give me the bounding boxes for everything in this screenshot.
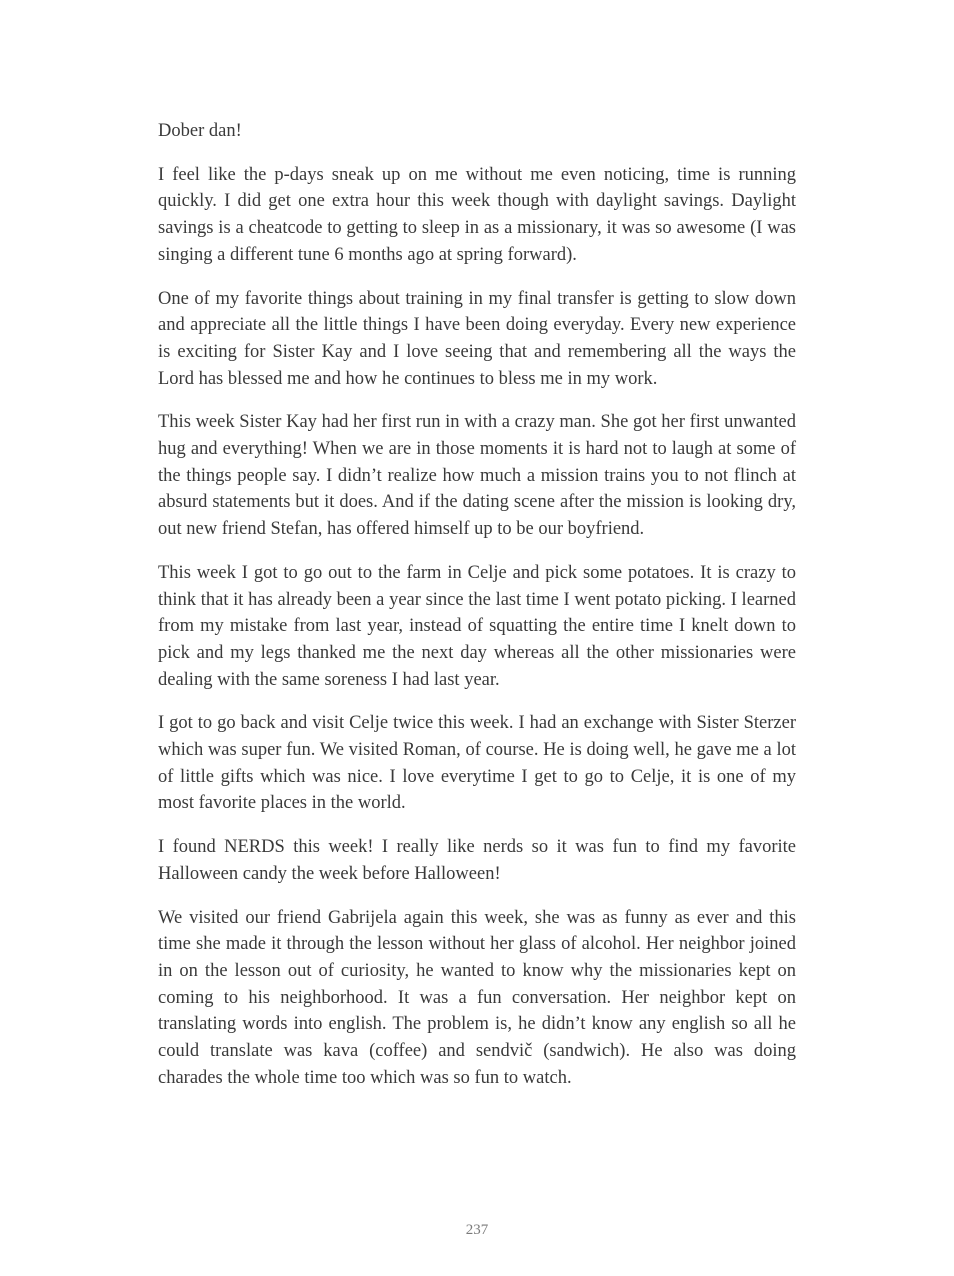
page-number: 237 (465, 1222, 489, 1238)
paragraph-2: One of my favorite things about training in my final transfer is getting to slow down and appreciate all the little things I have been doing everyday. Every new experience is exciting for Sister Kay and I love seeing that and remembering all the ways the Lord has blessed me and how he continues to bless me in my work. (158, 288, 796, 389)
paragraph-5: I got to go back and visit Celje twice this week. I had an exchange with Sister Sterzer which was super fun. We visited Roman, of course. He is doing well, he gave me a lot of little gifts which was nice. I love everytime I get to go to Celje, it is one of my most favorite places in the world. (158, 713, 796, 814)
body-text (158, 118, 796, 1109)
paragraph-7: We visited our friend Gabrijela again this week, she was as funny as ever and this time she made it through the lesson without her glass of alcohol. Her neighbor joined in on the lesson out of curiosity, he wanted to know why the missionaries kept on coming to his neighborhood. It was a fun conversation. Her neighbor kept on translating words into english. The problem is, he didn’t know any english so all he could translate was kava (coffee) and sendvič (sandwich). He also was doing charades the whole time too which was so fun to watch. (158, 907, 796, 1088)
paragraph-1: I feel like the p-days sneak up on me without me even noticing, time is running quickly. I did get one extra hour this week though with daylight savings. Daylight savings is a cheatcode to getting to sleep in as a missionary, it was so awesome (I was singing a different tune 6 months ago at spring forward). (158, 164, 796, 265)
paragraph-3: This week Sister Kay had her first run in with a crazy man. She got her first unwanted hug and everything! When we are in those moments it is hard not to laugh at some of the things people say. I didn’t realize how much a mission trains you to not flinch at absurd statements but it does. And if the dating scene after the mission is looking dry, out new friend Stefan, has offered himself up to be our boyfriend. (158, 412, 796, 540)
paragraph-6: I found NERDS this week! I really like nerds so it was fun to find my favorite Halloween candy the week before Halloween! (158, 837, 796, 884)
greeting: Dober dan! (158, 121, 242, 141)
paragraph-4: This week I got to go out to the farm in Celje and pick some potatoes. It is crazy to think that it has already been a year since the last time I went potato picking. I learned from my mistake from last year, instead of squatting the entire time I knelt down to pick and my legs thanked me the next day whereas all the other missionaries were dealing with the same soreness I had last year. (158, 562, 796, 690)
